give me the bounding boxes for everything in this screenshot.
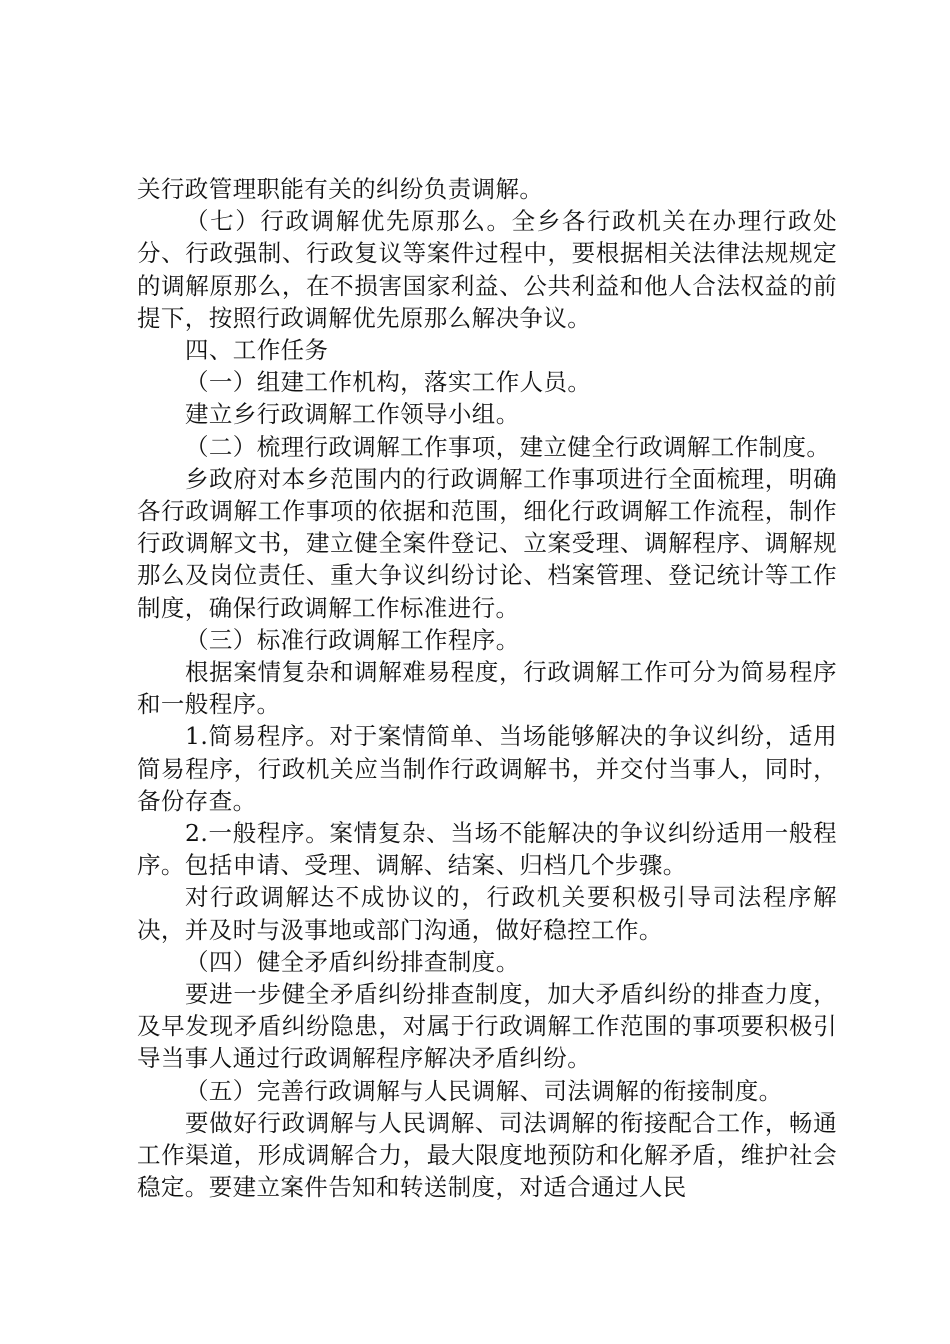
paragraph-8: 要做好行政调解与人民调解、司法调解的衔接配合工作，畅通工作渠道，形成调解合力，最大限度地预防和化解矛盾，维护社会稳定。要建立案件告知和转送制度，对适合通过人民	[137, 1108, 837, 1202]
paragraph-6: 对行政调解达不成协议的，行政机关要积极引导司法程序解决，并及时与汲事地或部门沟通，做好稳控工作。	[137, 883, 837, 944]
paragraph-2: （七）行政调解优先原那么。全乡各行政机关在办理行政处分、行政强制、行政复议等案件过程中，要根据相关法律法规规定的调解原那么，在不损害国家利益、公共利益和他人合法权益的前提下，按照行政调解优先原那么解决争议。	[137, 207, 837, 332]
subheading-2: （二）梳理行政调解工作事项，建立健全行政调解工作制度。	[185, 432, 831, 461]
subheading-3: （三）标准行政调解工作程序。	[185, 625, 520, 654]
paragraph-7: 要进一步健全矛盾纠纷排查制度，加大矛盾纠纷的排查力度，及早发现矛盾纠纷隐患，对属于行政调解工作范围的事项要积极引导当事人通过行政调解程序解决矛盾纠纷。	[137, 980, 837, 1073]
list-item-2: 2.一般程序。案情复杂、当场不能解决的争议纠纷适用一般程序。包括申请、受理、调解、结案、归档几个步骤。	[137, 819, 837, 880]
paragraph-3: 建立乡行政调解工作领导小组。	[185, 400, 520, 429]
list-item-1: 1.简易程序。对于案情简单、当场能够解决的争议纠纷，适用简易程序，行政机关应当制作行政调解书，并交付当事人，同时，备份存查。	[137, 722, 837, 815]
subheading-1: （一）组建工作机构，落实工作人员。	[185, 368, 592, 397]
paragraph-5: 根据案情复杂和调解难易程度，行政调解工作可分为简易程序和一般程序。	[137, 658, 837, 719]
paragraph-1: 关行政管理职能有关的纠纷负责调解。	[137, 175, 544, 203]
subheading-5: （五）完善行政调解与人民调解、司法调解的衔接制度。	[185, 1076, 783, 1105]
section-heading-4: 四、工作任务	[185, 336, 329, 365]
paragraph-4: 乡政府对本乡范围内的行政调解工作事项进行全面梳理，明确各行政调解工作事项的依据和范围，细化行政调解工作流程，制作行政调解文书，建立健全案件登记、立案受理、调解程序、调解规那么及岗位责任、重大争议纠纷讨论、档案管理、登记统计等工作制度，确保行政调解工作标准进行。	[137, 464, 837, 622]
subheading-4: （四）健全矛盾纠纷排查制度。	[185, 947, 520, 976]
document-body	[137, 173, 837, 1204]
